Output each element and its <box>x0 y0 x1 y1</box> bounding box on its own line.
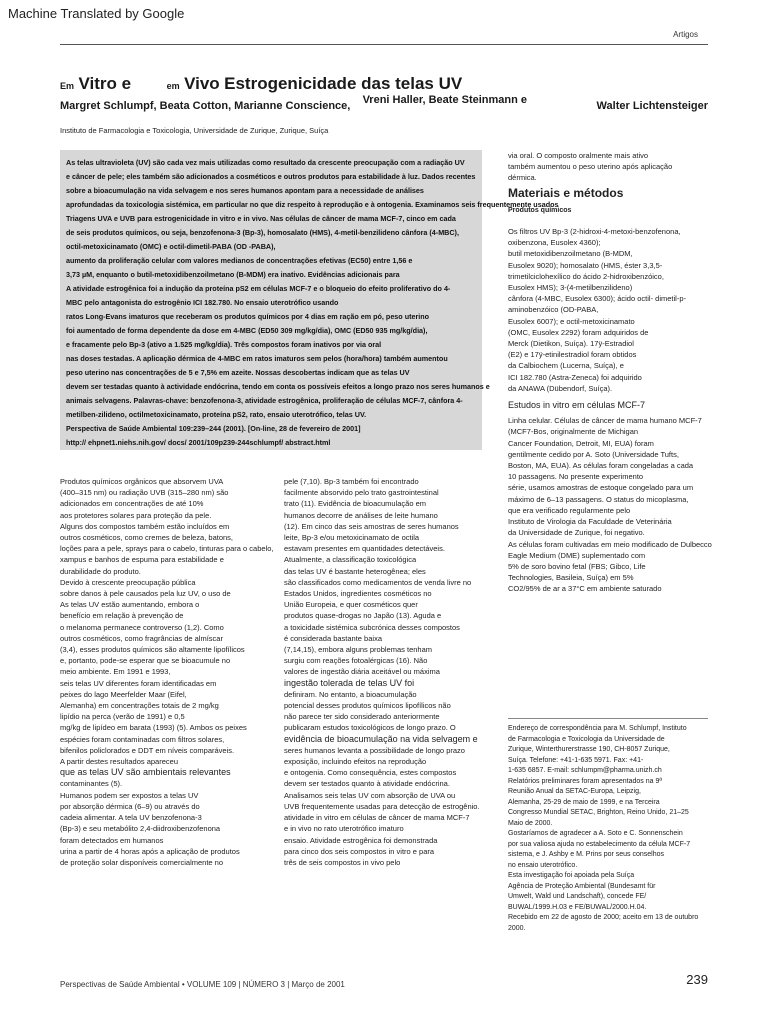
abstract-line: As telas ultravioleta (UV) são cada vez mais utilizadas como resultado da crescente preocupação com a radiação UV <box>66 158 465 167</box>
body-line: devem ser testados quanto à atividade endócrina. <box>284 779 450 789</box>
note-line: Umwelt, Wald und Landschaft), concede FE/ <box>508 893 647 900</box>
body-line: surgiu com reações fotoalérgicas (16). Não <box>284 656 428 666</box>
authors-part-2: Vreni Haller, Beate Steinmann e <box>362 94 528 106</box>
abstract-line: e câncer de pele; eles também são adicionados a cosméticos e outros produtos para estabilidade à luz. Dados recentes <box>66 172 476 181</box>
abstract-line: foi aumentado de forma dependente da dose em 4-MBC (ED50 309 mg/kg/dia), OMC (ED50 935 mg/kg/dia), <box>66 326 428 335</box>
body-line: também aumentou o peso uterino após aplicação <box>508 162 673 172</box>
abstract-line: peso uterino nas concentrações de 5 e 7,5% em azeite. Nossas descobertas indicam que as telas UV <box>66 368 410 377</box>
body-line: Humanos podem ser expostos a telas UV <box>60 790 199 800</box>
note-line: Reunião Anual da SETAC-Europa, Leipzig, <box>508 788 641 795</box>
section-label: Artigos <box>673 30 698 39</box>
abstract-line: A atividade estrogênica foi a indução da proteína pS2 em células MCF-7 e o bloqueio do efeito proliferativo do 4- <box>66 284 451 293</box>
article-title <box>60 74 708 94</box>
body-line: cadeia alimentar. A tela UV benzofenona-3 <box>60 813 202 823</box>
body-line: estavam presentes em quantidades detectáveis. <box>284 544 445 554</box>
body-line: (Bp-3) e seu metabólito 2,4-diidroxibenzofenona <box>60 824 221 834</box>
page-number: 239 <box>686 972 708 987</box>
body-line: trimetilciclohexílico do ácido 2-hidroxibenzóico, <box>508 271 664 281</box>
note-line: Agência de Proteção Ambiental (Bundesamt für <box>508 882 656 890</box>
body-line: (400–315 nm) ou radiação UVB (315–280 nm) são <box>60 488 229 498</box>
correspondence-notes <box>508 724 708 934</box>
body-line: são classificados como medicamentos de venda livre no <box>284 577 472 587</box>
body-line: Os filtros UV Bp-3 (2-hidroxi-4-metoxi-benzofenona, <box>508 227 681 237</box>
body-line: é considerada bastante baixa <box>284 633 382 643</box>
abstract-line: de seis produtos químicos, ou seja, benzofenona-3 (Bp-3), homosalato (HMS), 4-metil-benzilideno cânfora (4-MBC), <box>66 228 459 237</box>
body-line: A partir destes resultados apareceu <box>60 757 178 767</box>
body-line: foram detectados em humanos <box>60 835 164 845</box>
note-line: 2000. <box>508 924 526 932</box>
body-line: e, portanto, pode-se esperar que se bioacumule no <box>60 656 231 666</box>
body-line: Instituto de Virologia da Faculdade de Veterinária <box>508 517 672 527</box>
body-line: aos protetores solares para proteção da pele. <box>60 510 212 520</box>
title-vitro: Vitro e <box>78 74 132 93</box>
abstract-line: animais selvagens. Palavras-chave: benzofenona-3, atividade estrogênica, proliferação de células MCF-7, cânfora 4- <box>66 396 463 405</box>
body-line: meio ambiente. Em 1991 e 1993, <box>60 667 171 677</box>
body-line: e ontogenia. Como consequência, estes compostos <box>284 768 457 778</box>
body-line: (12). Em cinco das seis amostras de seres humanos <box>284 521 459 531</box>
note-line: BUWAL/1999.H.03 e FE/BUWAL/2000.H.04. <box>508 903 647 911</box>
body-line: oxibenzona, Eusolex 4360); <box>508 238 601 248</box>
body-line: outros cosméticos, como fragrâncias de almíscar <box>60 633 223 643</box>
body-line: gentilmente cedido por A. Soto (Universidade Tufts, <box>508 449 679 459</box>
body-line: outros cosméticos, como cremes de beleza, batons, <box>60 533 233 543</box>
title-em-2: em <box>166 81 180 91</box>
header-rule <box>60 44 708 45</box>
note-line: Esta investigação foi apoiada pela Suíça <box>508 872 635 879</box>
note-line: sistema, e J. Ashby e M. Prins por seus conselhos <box>508 851 665 858</box>
body-line: sobre danos à pele causados pela luz UV, o uso de <box>60 589 231 599</box>
body-line: das telas UV é bastante heterogênea; eles <box>284 566 426 576</box>
note-line: Endereço de correspondência para M. Schlumpf, Instituto <box>508 725 687 732</box>
abstract-line: Triagens UVA e UVB para estrogenicidade in vitro e in vivo. Nas células de câncer de mama MCF-7, cinco em cada <box>66 214 456 223</box>
abstract-line: nas doses testadas. A aplicação dérmica de 4-MBC em ratos imaturos sem pelos (hora/hora) também aumentou <box>66 354 448 363</box>
body-line: Estados Unidos, ingredientes cosméticos no <box>284 589 432 599</box>
authors-part-1: Margret Schlumpf, Beata Cotton, Marianne Conscience, <box>60 100 351 112</box>
abstract-line: http:// ehpnet1.niehs.nih.gov/ docs/ 2001/109p239-244schlumpf/ abstract.html <box>66 438 331 447</box>
body-line: Cancer Foundation, Detroit, MI, EUA) foram <box>508 438 654 448</box>
body-line: peixes do lago Meerfelder Maar (Eifel, <box>60 689 187 699</box>
title-main: Estrogenicidade das telas UV <box>224 74 463 93</box>
body-line: publicaram estudos toxicológicos de longo prazo. O <box>284 723 456 733</box>
body-line: pele (7,10). Bp-3 também foi encontrado <box>284 477 419 486</box>
note-line: Gostaríamos de agradecer a A. Soto e C. Sonnenschein <box>508 830 683 837</box>
abstract-line: metilben-zilideno, octilmetoxicinamato, proteína pS2, rato, ensaio uterotrófico, telas UV. <box>66 410 367 419</box>
body-line: o melanoma permanece controverso (1,2). Como <box>60 622 224 632</box>
body-line: (E2) e 17ÿ-etinilestradiol foram obtidos <box>508 350 637 360</box>
note-line: Zurique, Winterthurerstrasse 190, CH-8057 Zurique, <box>508 746 670 753</box>
invitro-heading: Estudos in vitro em células MCF-7 <box>508 400 646 411</box>
title-em-1: Em <box>60 81 75 91</box>
authors-part-3: Walter Lichtensteiger <box>596 100 708 112</box>
body-line: (3,4), esses produtos químicos são altamente lipofílicos <box>60 645 245 655</box>
body-column-1 <box>60 476 275 868</box>
note-line: no ensaio uterotrófico. <box>508 861 578 869</box>
abstract-line: ratos Long-Evans imaturos que receberam os produtos químicos por 4 dias em ração em pó, peso uterino <box>66 312 430 321</box>
body-line: 5% de soro bovino fetal (FBS; Gibco, Life <box>508 561 646 571</box>
body-line: butil metoxidibenzoilmetano (B-MDM, <box>508 249 633 259</box>
body-line: Eusolex 6007); e octil-metoxicinamato <box>508 316 635 326</box>
body-line: por absorção dérmica (6–9) ou através do <box>60 801 200 811</box>
abstract-line: octil-metoxicinamato (OMC) e octil-dimetil-PABA (OD -PABA), <box>66 242 276 251</box>
body-line: cânfora (4-MBC, Eusolex 6300); ácido octil- dimetil-p- <box>508 294 686 304</box>
body-line: não parece ter sido considerado anteriormente <box>284 712 440 722</box>
body-line: que era verificado regularmente pelo <box>508 505 631 515</box>
body-line: aminobenzóico (OD-PABA, <box>508 305 599 315</box>
note-line: Relatórios preliminares foram apresentados na 9ª <box>508 777 662 785</box>
abstract-line: e fracamente pelo Bp-3 (ativo a 1.525 mg/kg/dia). Três compostos foram inativos por via oral <box>66 340 382 349</box>
body-line: máximo de 6–13 passagens. O status do micoplasma, <box>508 494 689 504</box>
body-line: valores de ingestão diária aceitável ou máxima <box>284 667 440 677</box>
body-line: Eusolex 9020); homosalato (HMS, éster 3,3,5- <box>508 260 663 270</box>
body-line: urina a partir de 4 horas após a aplicação de produtos <box>60 846 240 856</box>
body-line: ensaio. Atividade estrogênica foi demonstrada <box>284 835 438 845</box>
machine-translation-watermark: Machine Translated by Google <box>8 6 185 21</box>
author-list <box>60 94 708 112</box>
body-line: Devido à crescente preocupação pública <box>60 577 196 587</box>
body-line: evidência de bioacumulação na vida selvagem e <box>284 733 478 744</box>
body-line: Eusolex HMS); 3-(4-metilbenzilideno) <box>508 283 633 293</box>
body-line: (7,14,15), embora alguns problemas tenham <box>284 645 433 655</box>
note-line: de Farmacologia e Toxicologia da Universidade de <box>508 735 665 743</box>
title-vivo: Vivo <box>184 74 220 93</box>
abstract-line: MBC pelo antagonista do estrogênio ICI 182.780. No ensaio uterotrófico usando <box>66 298 339 307</box>
body-line: seres humanos levanta a possibilidade de longo prazo <box>284 745 465 755</box>
body-line: Alemanha) em concentrações totais de 2 mg/kg <box>60 701 219 711</box>
body-line: a toxicidade sistémica subcrónica desses compostos <box>284 622 460 632</box>
abstract-line: Perspectiva de Saúde Ambiental 109:239–244 (2001). [On-line, 28 de fevereiro de 2001] <box>66 424 361 433</box>
body-line: série, usamos amostras de estoque congelado para um <box>508 483 694 493</box>
affiliation: Instituto de Farmacologia e Toxicologia, Universidade de Zurique, Zurique, Suíça <box>60 126 329 135</box>
body-line: da Universidade de Zurique, foi negativo. <box>508 528 645 538</box>
body-line: três de seis compostos in vivo pelo <box>284 857 401 867</box>
body-line: Merck (Dietikon, Suíça). 17ÿ-Estradiol <box>508 339 634 349</box>
body-line: Boston, MA, EUA). As células foram congeladas a cada <box>508 461 694 471</box>
body-line: que as telas UV são ambientais relevantes <box>60 767 231 778</box>
note-line: 1-635 6857. E-mail: schlumpm@pharma.unizh.ch <box>508 767 662 774</box>
body-line: da ANAWA (Dübendorf, Suíça). <box>508 383 613 393</box>
body-line: loções para a pele, sprays para o cabelo, tinturas para o cabelo, <box>60 544 274 554</box>
body-line: Technologies, Basileia, Suíça) em 5% <box>508 573 634 583</box>
body-line: humanos decorre de análises de leite humano <box>284 510 438 520</box>
body-line: facilmente absorvido pelo trato gastrointestinal <box>284 488 439 498</box>
correspondence-rule <box>508 718 708 719</box>
body-line: para cinco dos seis compostos in vitro e para <box>284 846 435 856</box>
body-line: mg/kg de lipídeo em barata (1993) (5). Ambos os peixes <box>60 723 247 733</box>
body-line: Analisamos seis telas UV com absorção de UVA ou <box>284 790 456 800</box>
body-line: lipídio na perca (verão de 1991) e 0,5 <box>60 712 185 722</box>
body-line: Produtos químicos orgânicos que absorvem UVA <box>60 477 224 486</box>
body-line: ICI 182.780 (Astra-Zeneca) foi adquirido <box>508 372 642 382</box>
body-line: adicionados em concentrações de até 10% <box>60 499 204 509</box>
abstract-line: 3,73 µM, enquanto o butil-metoxidibenzoilmetano (B-MDM) era inativo. Evidências adicionais para <box>66 270 400 279</box>
body-line: benefício em relação à prevenção de <box>60 611 184 621</box>
body-line: (MCF7-Bos, originalmente de Michigan <box>508 427 639 437</box>
body-line: CO2/95% de ar a 37°C em ambiente saturado <box>508 584 662 594</box>
body-column-2 <box>284 476 498 868</box>
body-line: de proteção solar disponíveis comercialmente no <box>60 857 224 867</box>
body-line: dérmica. <box>508 173 537 183</box>
body-line: via oral. O composto oralmente mais ativo <box>508 151 649 160</box>
body-line: União Europeia, e quer cosméticos quer <box>284 600 418 610</box>
body-line: durabilidade do produto. <box>60 566 141 576</box>
body-line: bifenilos policlorados e DDT em níveis comparáveis. <box>60 745 235 755</box>
body-line: Alguns dos compostos também estão incluídos em <box>60 521 230 531</box>
note-line: Recebido em 22 de agosto de 2000; aceito em 13 de outubro <box>508 914 699 921</box>
body-line: potencial desses produtos químicos lipofílicos não <box>284 701 451 711</box>
body-line: espécies foram contaminadas com filtros solares, <box>60 734 225 744</box>
body-line: xampus e banhos de espuma para estabilidade e <box>60 555 224 565</box>
body-line: e in vivo no rato uterotrófico imaturo <box>284 824 404 834</box>
body-line: UVB frequentemente usadas para detecção de estrogênio. <box>284 801 480 811</box>
abstract-line: aumento da proliferação celular com valores medianos de concentrações efetivas (EC50) entre 1,56 e <box>66 256 413 265</box>
body-line: 10 passagens. No presente experimento <box>508 472 644 482</box>
abstract-line: sobre a bioacumulação na vida selvagem e nos seres humanos apontam para a necessidade de análises <box>66 186 424 195</box>
body-line: exposição, incluindo efeitos na reprodução <box>284 757 427 767</box>
abstract-line: aprofundadas da toxicologia sistémica, em particular no que diz respeito à reprodução e à ontogenia. Examinamos seis frequentemente usados <box>66 200 559 209</box>
note-line: Alemanha, 25-29 de maio de 1999, e na Terceira <box>508 798 660 806</box>
body-line: definiram. No entanto, a bioacumulação <box>284 689 417 699</box>
chemicals-subheading: Produtos químicos <box>508 206 572 214</box>
body-line: produtos quase-drogas no Japão (13). Aguda e <box>284 611 442 621</box>
body-column-3 <box>508 150 712 595</box>
body-line: Linha celular. Células de câncer de mama humano MCF-7 <box>508 416 702 426</box>
body-line: As células foram cultivadas em meio modificado de Dulbecco <box>508 539 712 549</box>
body-line: Eagle Medium (DME) suplementado com <box>508 550 646 560</box>
body-line: ingestão tolerada de telas UV foi <box>284 677 415 688</box>
note-line: Congresso Mundial SETAC, Brighton, Reino Unido, 21–25 <box>508 809 689 816</box>
note-line: Suíça. Telefone: +41-1-635 5971. Fax: +41- <box>508 756 644 764</box>
body-line: (OMC, Eusolex 2292) foram adquiridos de <box>508 327 649 337</box>
body-line: leite, Bp-3 e/ou metoxicinamato de octila <box>284 533 420 543</box>
methods-heading: Materiais e métodos <box>508 185 624 200</box>
abstract-line: devem ser testadas quanto à actividade endócrina, tendo em conta os possíveis efeitos a longo prazo nos seres humanos e <box>66 382 490 391</box>
body-line: da Calbiochem (Lucerna, Suíça), e <box>508 361 624 371</box>
note-line: Maio de 2000. <box>508 819 553 827</box>
body-line: Atualmente, a classificação toxicológica <box>284 555 417 565</box>
journal-footer: Perspectivas de Saúde Ambiental • VOLUME 109 | NÚMERO 3 | Março de 2001 <box>60 980 345 989</box>
body-line: seis telas UV diferentes foram identificadas em <box>60 678 217 688</box>
body-line: contaminantes (5). <box>60 779 123 789</box>
body-line: As telas UV estão aumentando, embora o <box>60 600 200 610</box>
body-line: trato (11). Evidência de bioacumulação em <box>284 499 427 509</box>
body-line: atividade in vitro em células de câncer de mama MCF-7 <box>284 813 470 823</box>
note-line: por sua valiosa ajuda no estabelecimento da célula MCF-7 <box>508 840 691 848</box>
